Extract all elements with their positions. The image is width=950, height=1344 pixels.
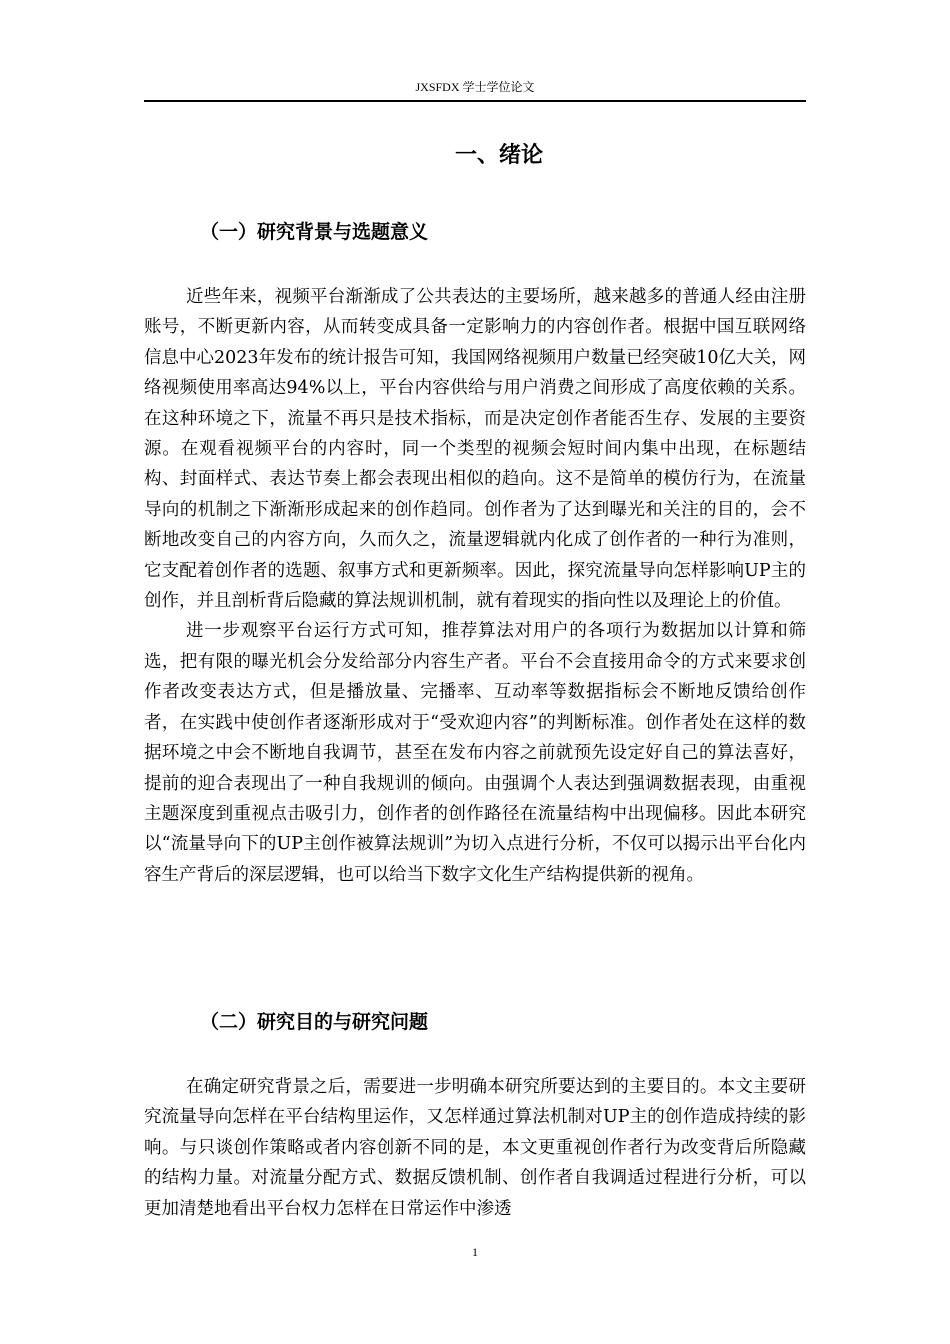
section-title-background: （一）研究背景与选题意义 [200,221,429,243]
paragraph: 进一步观察平台运行方式可知，推荐算法对用户的各项行为数据加以计算和筛选，把有限的曝光机会分发给部分内容生产者。平台不会直接用命令的方式来要求创作者改变表达方式，但是播放量、完播率、互动率等数据指标会不断地反馈给创作者，在实践中使创作者逐渐形成对于“受欢迎内容”的判断标准。创作者处在这样的数据环境之中会不断地自我调节，甚至在发布内容之前就预先设定好自己的算法喜好，提前的迎合表现出了一种自我规训的倾向。由强调个人表达到强调数据表现，由重视主题深度到重视点击吸引力，创作者的创作路径在流量结构中出现偏移。因此本研究以“流量导向下的UP主创作被算法规训”为切入点进行分析，不仅可以揭示出平台化内容生产背后的深层逻辑，也可以给当下数字文化生产结构提供新的视角。 [144,621,806,885]
section-title-objectives: （二）研究目的与研究问题 [200,1011,429,1033]
chapter-title: 一、绪论 [454,143,543,168]
paragraph: 近些年来，视频平台渐渐成了公共表达的主要场所，越来越多的普通人经由注册账号，不断更新内容，从而转变成具备一定影响力的内容创作者。根据中国互联网络信息中心2023年发布的统计报告可知，我国网络视频用户数量已经突破10亿大关，网络视频使用率高达94%以上，平台内容供给与用户消费之间形成了高度依赖的关系。在这种环境之下，流量不再只是技术指标，而是决定创作者能否生存、发展的主要资源。在观看视频平台的内容时，同一个类型的视频会短时间内集中出现，在标题结构、封面样式、表达节奏上都会表现出相似的趋向。这不是简单的模仿行为，在流量导向的机制之下渐渐形成起来的创作趋同。创作者为了达到曝光和关注的目的，会不断地改变自己的内容方向，久而久之，流量逻辑就内化成了创作者的一种行为准则，它支配着创作者的选题、叙事方式和更新频率。因此，探究流量导向怎样影响UP主的创作，并且剖析背后隐藏的算法规训机制，就有着现实的指向性以及理论上的价值。 [144,287,806,612]
paragraph: 在确定研究背景之后，需要进一步明确本研究所要达到的主要目的。本文主要研究流量导向怎样在平台结构里运作，又怎样通过算法机制对UP主的创作造成持续的影响。与只谈创作策略或者内容创新不同的是，本文更重视创作者行为改变背后所隐藏的结构力量。对流量分配方式、数据反馈机制、创作者自我调适过程进行分析，可以更加清楚地看出平台权力怎样在日常运作中渗透 [144,1077,806,1219]
page-header: JXSFDX 学士学位论文 [415,80,535,94]
section-body-objectives [144,1072,806,1224]
header-rule [144,100,806,102]
page-number: 1 [472,1245,478,1259]
section-body-background [144,282,806,890]
